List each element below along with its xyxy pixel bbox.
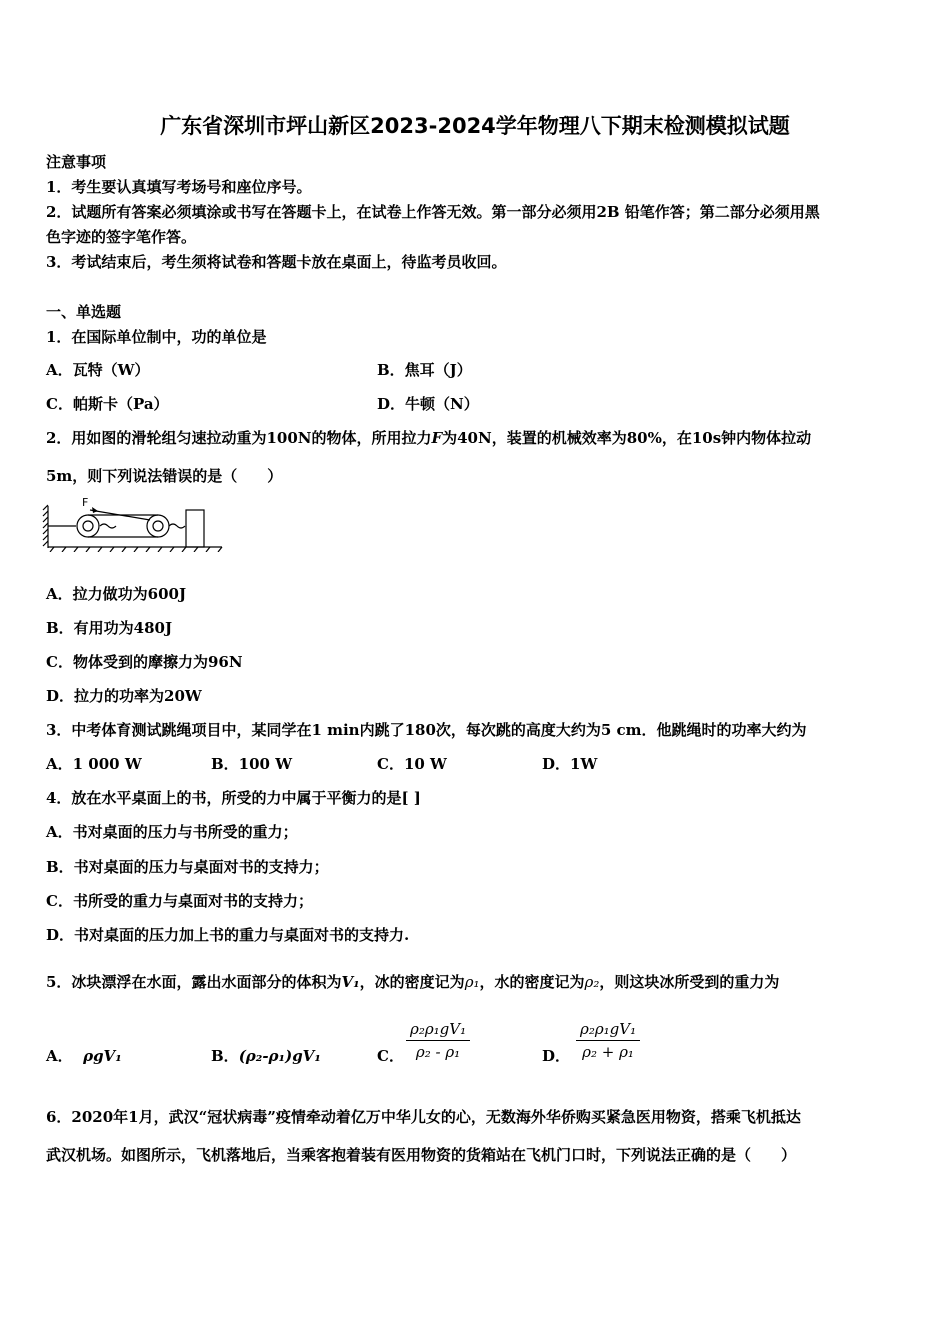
q5-c-numerator: ρ₂ρ₁gV₁ [406, 1020, 470, 1041]
q2-option-a: A．拉力做功为600J [46, 585, 187, 603]
q5-option-b: B．(ρ₂-ρ₁)gV₁ [211, 1047, 321, 1065]
q3-option-b: B．100 W [211, 755, 293, 773]
notice-heading: 注意事项 [46, 153, 107, 171]
q2-option-c: C．物体受到的摩擦力为96N [46, 653, 243, 671]
q4-option-b: B．书对桌面的压力与桌面对书的支持力； [46, 858, 329, 876]
q1-option-d: D．牛顿（N） [377, 395, 479, 413]
q2-option-b: B．有用功为480J [46, 619, 173, 637]
q1-option-c: C．帕斯卡（Pa） [46, 395, 169, 413]
notice-item-2-cont: 色字迹的签字笔作答。 [46, 228, 197, 246]
q4-stem: 4．放在水平桌面上的书，所受的力中属于平衡力的是[ ] [46, 789, 421, 807]
q2-option-d: D．拉力的功率为20W [46, 687, 202, 705]
q5-stem: 5．冰块漂浮在水面，露出水面部分的体积为V₁，冰的密度记为ρ₁，水的密度记为ρ₂，则这块冰所受到的重力为 [46, 973, 780, 991]
q5-option-c-label: C． [377, 1047, 404, 1065]
force-label: F [82, 496, 89, 509]
q5-option-d-label: D． [542, 1047, 571, 1065]
q2-stem-line2: 5m，则下列说法错误的是（ ） [46, 467, 283, 485]
q5-d-denominator: ρ₂ + ρ₁ [582, 1043, 634, 1061]
q3-option-a: A．1 000 W [46, 755, 142, 773]
q5-d-numerator: ρ₂ρ₁gV₁ [576, 1020, 640, 1041]
q5-option-c-fraction [406, 1020, 470, 1061]
q1-option-b: B．焦耳（J） [377, 361, 472, 379]
q3-stem: 3．中考体育测试跳绳项目中，某同学在1 min内跳了180次，每次跳的高度大约为5 cm．他跳绳时的功率大约为 [46, 721, 807, 739]
q4-option-d: D．书对桌面的压力加上书的重力与桌面对书的支持力. [46, 926, 410, 944]
pulley-diagram [42, 494, 226, 552]
notice-item-2: 2．试题所有答案必须填涂或书写在答题卡上，在试卷上作答无效。第一部分必须用2B 铅笔作答；第二部分必须用黑 [46, 203, 820, 221]
q5-option-a: A． ρgV₁ [46, 1047, 122, 1065]
notice-item-3: 3．考试结束后，考生须将试卷和答题卡放在桌面上，待监考员收回。 [46, 253, 507, 271]
q5-option-d-fraction [576, 1020, 640, 1061]
q3-option-d: D．1W [542, 755, 598, 773]
q6-stem-line2: 武汉机场。如图所示，飞机落地后，当乘客抱着装有医用物资的货箱站在飞机门口时，下列说法正确的是（ ） [46, 1146, 797, 1164]
page-title: 广东省深圳市坪山新区2023-2024学年物理八下期末检测模拟试题 [160, 114, 790, 138]
q3-option-c: C．10 W [377, 755, 447, 773]
q6-stem-line1: 6．2020年1月，武汉“冠状病毒”疫情牵动着亿万中华儿女的心，无数海外华侨购买紧急医用物资，搭乘飞机抵达 [46, 1108, 801, 1126]
q1-stem: 1．在国际单位制中，功的单位是 [46, 328, 267, 346]
q4-option-a: A．书对桌面的压力与书所受的重力； [46, 823, 298, 841]
notice-item-1: 1．考生要认真填写考场号和座位序号。 [46, 178, 312, 196]
q2-stem: 2．用如图的滑轮组匀速拉动重为100N的物体，所用拉力F为40N，装置的机械效率为80%，在10s钟内物体拉动 [46, 429, 812, 447]
section-heading: 一、单选题 [46, 303, 122, 321]
q4-option-c: C．书所受的重力与桌面对书的支持力； [46, 892, 313, 910]
q5-c-denominator: ρ₂ - ρ₁ [415, 1043, 461, 1061]
q1-option-a: A．瓦特（W） [46, 361, 150, 379]
